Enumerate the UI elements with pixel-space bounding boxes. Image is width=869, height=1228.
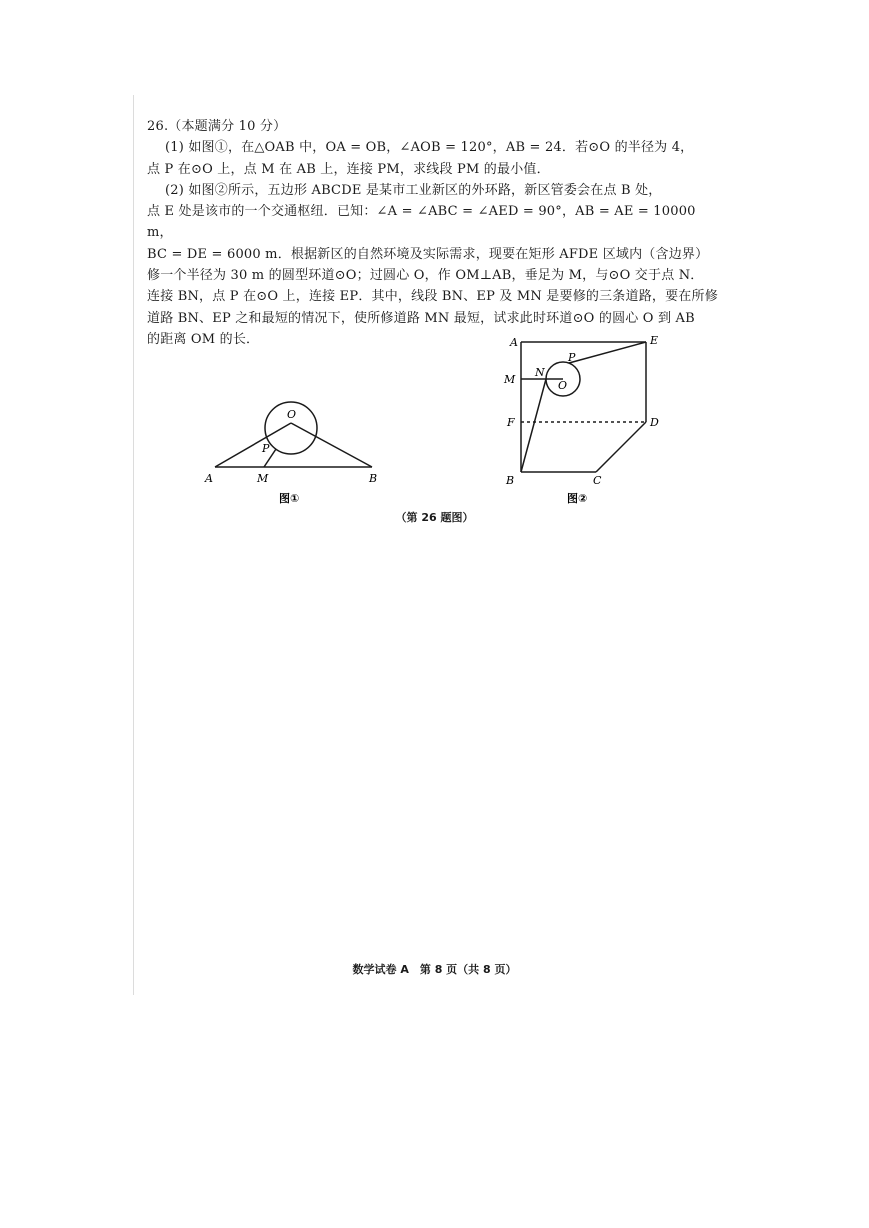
part2-line3: BC = DE = 6000 m．根据新区的自然环境及实际需求，现要在矩形 AFDE 区域内（含边界） (147, 246, 709, 262)
fig1-label-b: B (369, 472, 378, 485)
segment-ep (569, 342, 646, 363)
fig2-label-n: N (535, 366, 545, 379)
fig1-label-p: P (262, 442, 270, 455)
fig1-label-a: A (205, 472, 213, 485)
fig2-label-b: B (506, 474, 515, 487)
problem-header: 26.（本题满分 10 分） (147, 119, 287, 134)
fig2-label-o: O (558, 379, 568, 392)
segment-dc (596, 422, 646, 472)
part2-line1: (2) 如图②所示，五边形 ABCDE 是某市工业新区的外环路，新区管委会在点 B 处， (165, 182, 662, 198)
fig1-label-m: M (257, 472, 269, 485)
fig2-label-d: D (650, 416, 659, 429)
fig2-label-a: A (510, 336, 518, 349)
fig1-label-o: O (287, 408, 297, 421)
fig2-label-f: F (507, 416, 515, 429)
part2-line7: 的距离 OM 的长． (147, 331, 260, 347)
segment-bn (521, 379, 546, 472)
fig2-label-p: P (568, 351, 576, 364)
part2-line5: 连接 BN，点 P 在⊙O 上，连接 EP．其中，线段 BN、EP 及 MN 是要修的三条道路，要在所修 (147, 289, 718, 305)
part2-line6: 道路 BN、EP 之和最短的情况下，使所修道路 MN 最短，试求此时环道⊙O 的圆心 O 到 AB (147, 310, 695, 326)
part2-line2: 点 E 处是该市的一个交通枢纽．已知：∠A = ∠ABC = ∠AED = 90°，AB = AE = 10000 m， (147, 204, 696, 241)
part2-line4: 修一个半径为 30 m 的圆型环道⊙O；过圆心 O，作 OM⊥AB，垂足为 M，与⊙O 交于点 N． (147, 268, 704, 284)
part1-line1: (1) 如图①，在△OAB 中，OA = OB，∠AOB = 120°，AB = 24．若⊙O 的半径为 4， (165, 140, 694, 156)
page-footer: 数学试卷 A 第 8 页（共 8 页） (352, 963, 517, 976)
figures-caption: （第 26 题图） (395, 511, 474, 524)
part1-line2: 点 P 在⊙O 上，点 M 在 AB 上，连接 PM，求线段 PM 的最小值． (147, 161, 550, 177)
fig1-caption: 图① (279, 492, 300, 505)
fig2-label-c: C (593, 474, 602, 487)
fig2-caption: 图② (567, 492, 588, 505)
fig2-label-m: M (504, 373, 516, 386)
fig2-label-e: E (650, 334, 659, 347)
